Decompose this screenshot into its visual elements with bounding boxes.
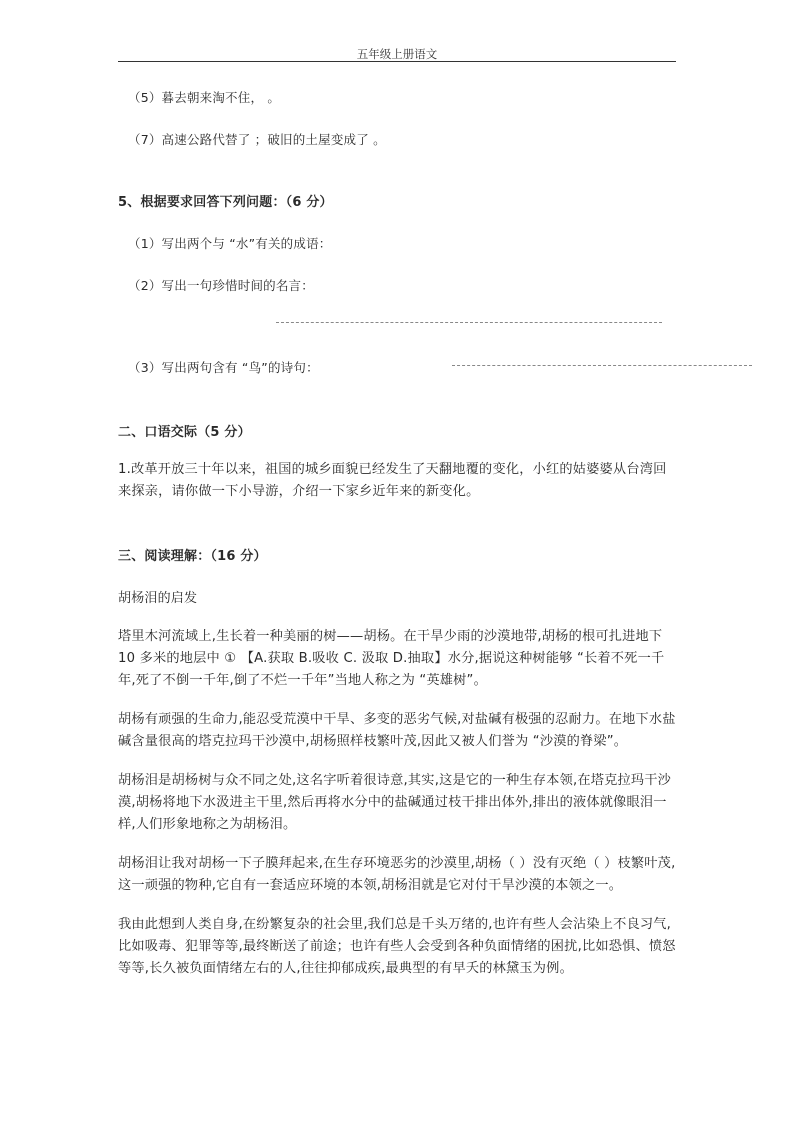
question-item-7: （7）高速公路代替了 ；破旧的土屋变成了 。 [128,132,386,147]
article-paragraph: 胡杨泪是胡杨树与众不同之处,这名字听着很诗意,其实,这是它的一种生存本领,在塔克拉玛干沙漠,胡杨将地下水汲进主干里,然后再将水分中的盐碱通过枝干排出体外,排出的液体就像眼泪一样,人们形象地称之为胡杨泪。 [118,773,672,832]
section5-heading: 5、根据要求回答下列问题：（6 分） [118,195,333,210]
article-paragraph: 胡杨泪让我对胡杨一下子膜拜起来,在生存环境恶劣的沙漠里,胡杨（ ）没有灭绝（ ）枝繁叶茂,这一顽强的物种,它自有一套适应环境的本领,胡杨泪就是它对付干旱沙漠的本领之一。 [118,856,676,893]
header-rule [118,61,676,62]
article-paragraph: 我由此想到人类自身,在纷繁复杂的社会里,我们总是千头万绪的,也许有些人会沾染上不良习气,比如吸毒、犯罪等等,最终断送了前途；也许有些人会受到各种负面情绪的困扰,比如恐惧、愤怒等等,长久被负面情绪左右的人,往往抑郁成疾,最典型的有早夭的林黛玉为例。 [118,917,676,976]
section2-heading: 二、口语交际（5 分） [118,425,251,440]
answer-blank-line [276,322,662,323]
page-header-title: 五年级上册语文 [356,47,438,61]
article-paragraph: 塔里木河流域上,生长着一种美丽的树——胡杨。在干旱少雨的沙漠地带,胡杨的根可扎进地下 10 多米的地层中 ① 【A.获取 B.吸收 C. 汲取 D.抽取】水分,据说这种树能够 “长着不死一千年,死了不倒一千年,倒了不烂一千年”当地人称之为 “英雄树”。 [118,629,665,688]
question-item-5: （5）暮去朝来淘不住， 。 [128,90,281,105]
section3-heading: 三、阅读理解：（16 分） [118,549,267,564]
section5-item-3: （3）写出两句含有 “鸟”的诗句： [128,360,319,375]
section5-item-2: （2）写出一句珍惜时间的名言： [128,278,314,293]
section5-item-1: （1）写出两个与 “水”有关的成语： [128,236,332,251]
answer-blank-line [452,365,752,366]
article-paragraph: 胡杨有顽强的生命力,能忍受荒漠中干旱、多变的恶劣气候,对盐碱有极强的忍耐力。在地下水盐碱含量很高的塔克拉玛干沙漠中,胡杨照样枝繁叶茂,因此又被人们誉为 “沙漠的脊梁”。 [118,712,676,749]
article-title: 胡杨泪的启发 [118,591,198,606]
section2-paragraph: 1.改革开放三十年以来，祖国的城乡面貌已经发生了天翻地覆的变化，小红的姑婆婆从台湾回来探亲，请你做一下小导游，介绍一下家乡近年来的新变化。 [118,462,667,499]
